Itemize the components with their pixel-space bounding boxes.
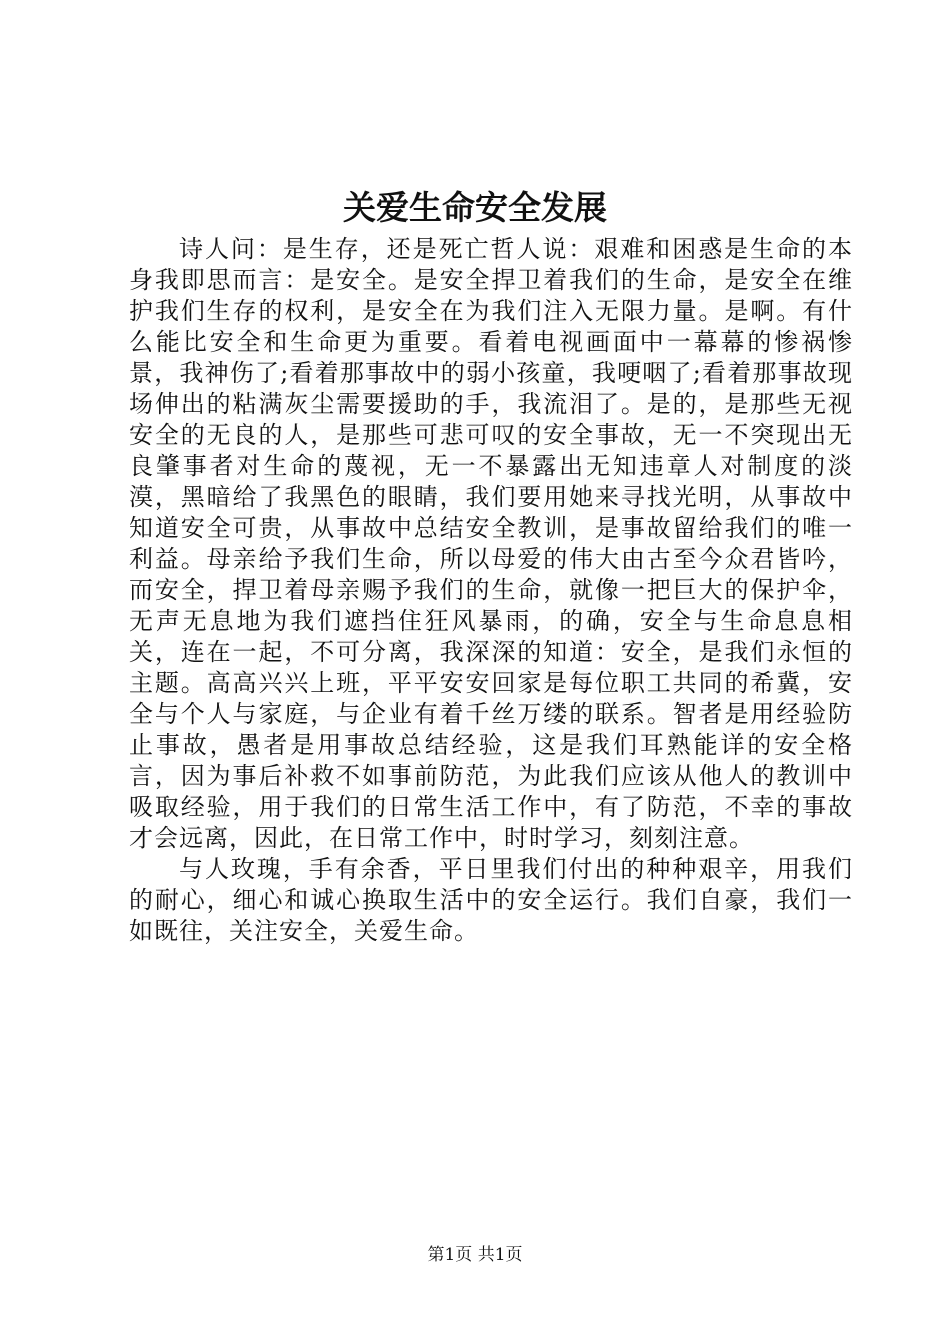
document-title: 关爱生命安全发展 (343, 188, 607, 227)
paragraph-2: 与人玫瑰，手有余香，平日里我们付出的种种艰辛，用我们的耐心，细心和诚心换取生活中的安全运行。我们自豪，我们一如既往，关注安全，关爱生命。 (129, 855, 853, 945)
document-body (129, 234, 853, 947)
page-footer: 第1页 共1页 (427, 1245, 523, 1265)
paragraph-1: 诗人问：是生存，还是死亡哲人说：艰难和困惑是生命的本身我即思而言：是安全。是安全捍卫着我们的生命，是安全在维护我们生存的权利，是安全在为我们注入无限力量。是啊。有什么能比安全和生命更为重要。看着电视画面中一幕幕的惨祸惨景，我神伤了;看着那事故中的弱小孩童，我哽咽了;看着那事故现场伸出的粘满灰尘需要援助的手，我流泪了。是的，是那些无视安全的无良的人，是那些可悲可叹的安全事故，无一不突现出无良肇事者对生命的蔑视，无一不暴露出无知违章人对制度的淡漠，黑暗给了我黑色的眼睛，我们要用她来寻找光明，从事故中知道安全可贵，从事故中总结安全教训，是事故留给我们的唯一利益。母亲给予我们生命，所以母爱的伟大由古至今众君皆吟，而安全，捍卫着母亲赐予我们的生命，就像一把巨大的保护伞，无声无息地为我们遮挡住狂风暴雨，的确，安全与生命息息相关，连在一起，不可分离，我深深的知道：安全，是我们永恒的主题。高高兴兴上班，平平安安回家是每位职工共同的希冀，安全与个人与家庭，与企业有着千丝万缕的联系。智者是用经验防止事故，愚者是用事故总结经验，这是我们耳熟能详的安全格言，因为事后补救不如事前防范，为此我们应该从他人的教训中吸取经验，用于我们的日常生活工作中，有了防范，不幸的事故才会远离，因此，在日常工作中，时时学习，刻刻注意。 (129, 235, 853, 852)
